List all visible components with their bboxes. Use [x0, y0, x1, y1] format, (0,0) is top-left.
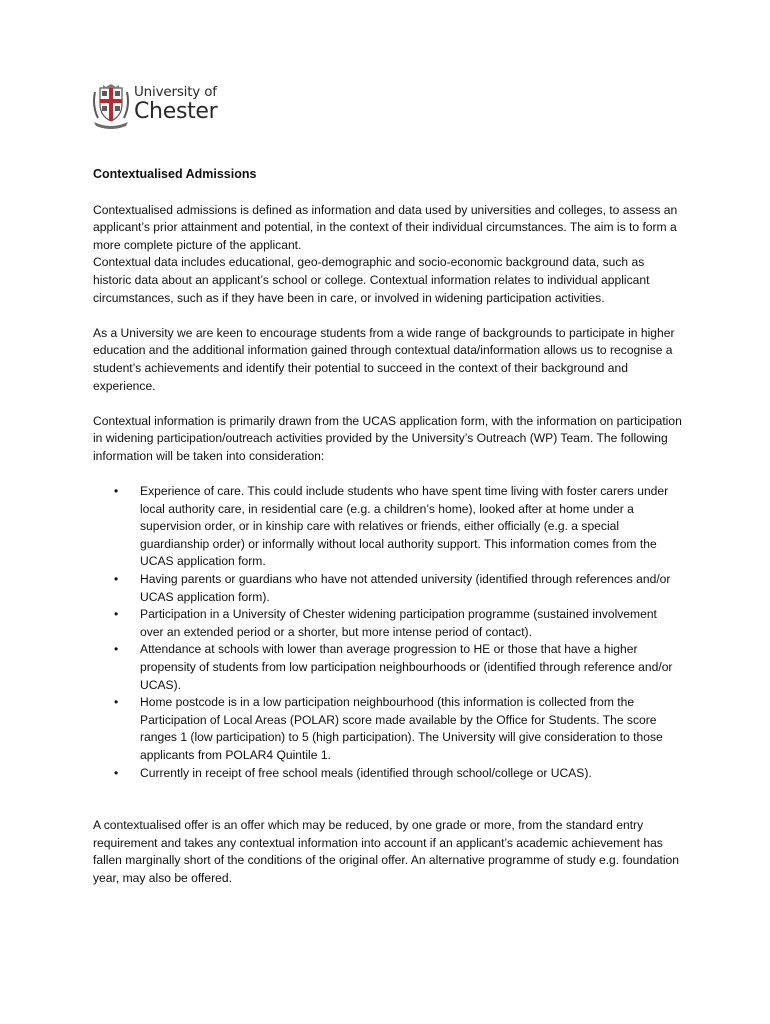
list-item-text: Having parents or guardians who have not attended university (identified through references and/or UCAS application form). [140, 572, 671, 604]
list-item [93, 606, 683, 641]
intro-paragraph-1: Contextualised admissions is defined as information and data used by universities and colleges, to assess an applicant’s prior attainment and potential, in the context of their individual circumstances. The aim is to form a more complete picture of the applicant. [93, 202, 678, 252]
bullet-icon: • [114, 607, 119, 622]
list-item-text: Participation in a University of Chester widening participation programme (sustained involvement over an extended period or a shorter, but more intense period of contact). [140, 607, 657, 639]
logo-line-university-of: University of [134, 84, 217, 100]
bullet-icon: • [114, 642, 119, 657]
list-item [93, 765, 683, 783]
list-item-text: Experience of care. This could include students who have spent time living with foster carers under local authority care, in residential care (e.g. a children’s home), looked after at home under a supervision order, or in kinship care with relatives or friends, either officially (e.g. a special guardianship order) or informally without local authority support. This information comes from the UCAS application form. [140, 484, 669, 569]
university-name [134, 84, 217, 124]
considerations-list [93, 483, 683, 782]
list-item [93, 571, 683, 606]
list-item-text: Currently in receipt of free school meals (identified through school/college or UCAS). [140, 765, 592, 780]
university-paragraph: As a University we are keen to encourage students from a wide range of backgrounds to participate in higher education and the additional information gained through contextual data/information allows us to recognise a student’s achievements and identify their potential to succeed in the context of their background and experience. [93, 325, 675, 393]
list-item-text: Home postcode is in a low participation neighbourhood (this information is collected from the Participation of Local Areas (POLAR) score made available by the Office for Students. The score ranges 1 (low participation) to 5 (high participation). The University will give consideration to those applicants from POLAR4 Quintile 1. [140, 695, 663, 762]
bullet-icon: • [114, 572, 119, 587]
bullet-icon: • [114, 484, 119, 499]
page-title: Contextualised Admissions [93, 167, 257, 181]
intro-paragraph-2: Contextual data includes educational, geo-demographic and socio-economic background data, such as historic data about an applicant’s school or college. Contextual information relates to individual applicant circumstances, such as if they have been in care, or involved in widening participation activities. [93, 255, 650, 305]
sources-paragraph: Contextual information is primarily drawn from the UCAS application form, with the information on participation in widening participation/outreach activities provided by the University’s Outreach (WP) Team. The following information will be taken into consideration: [93, 413, 682, 463]
list-item-text: Attendance at schools with lower than average progression to HE or those that have a higher propensity of students from low participation neighbourhoods or (identified through reference and/or UCAS). [140, 642, 673, 692]
list-item [93, 641, 683, 694]
university-logo [92, 84, 232, 130]
bullet-icon: • [114, 765, 119, 780]
offer-paragraph: A contextualised offer is an offer which may be reduced, by one grade or more, from the standard entry requirement and takes any contextual information into account if an applicant’s academic achievement has fallen marginally short of the conditions of the original offer. An alternative programme of study e.g. foundation year, may also be offered. [93, 818, 679, 885]
university-crest-icon [92, 84, 130, 130]
list-item [93, 694, 683, 764]
bullet-icon: • [114, 695, 119, 710]
list-item [93, 483, 683, 571]
document-body [93, 166, 683, 888]
logo-line-chester: Chester [134, 99, 218, 124]
